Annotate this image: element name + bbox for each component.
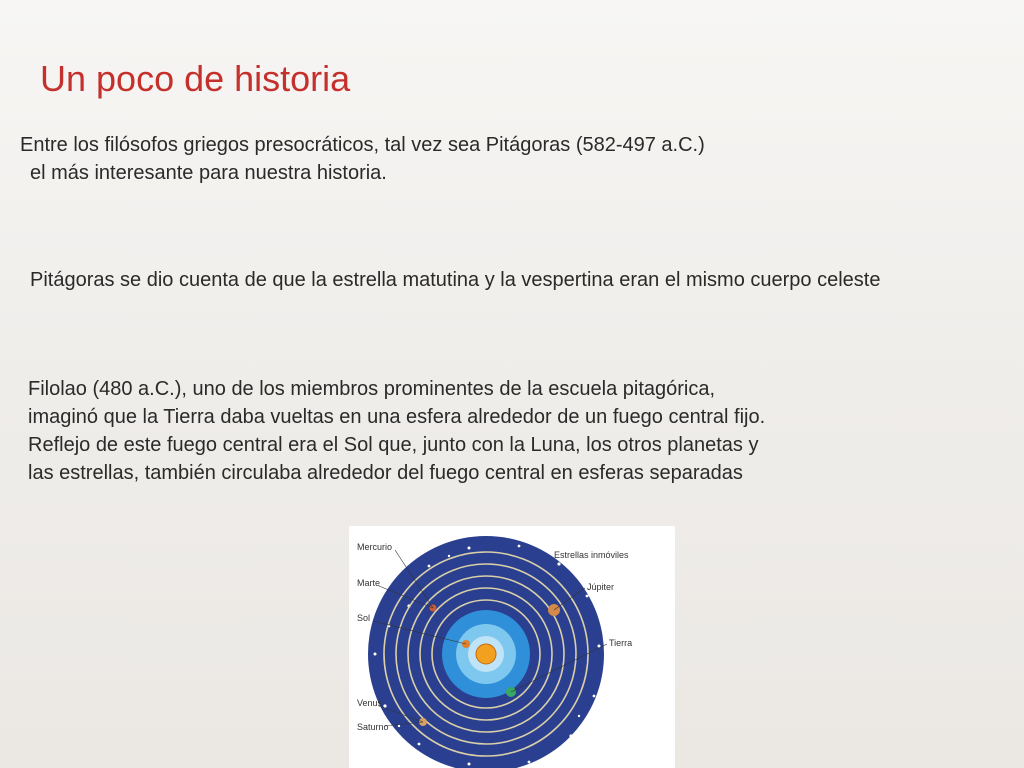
- paragraph-pitagoras-intro: [20, 131, 705, 187]
- filolao-cosmos-diagram: [349, 526, 675, 768]
- label-jupiter: Júpiter: [587, 582, 615, 592]
- label-mercurio: Mercurio: [357, 542, 393, 552]
- paragraph-filolao: [28, 375, 765, 487]
- label-venus: Venus: [357, 698, 383, 708]
- label-saturno: Saturno: [357, 722, 389, 732]
- central-fire: [476, 644, 496, 664]
- paragraph-line: imaginó que la Tierra daba vueltas en una esfera alrededor de un fuego central fijo.: [28, 406, 766, 428]
- label-sol: Sol: [357, 613, 371, 623]
- label-marte: Marte: [357, 578, 381, 588]
- paragraph-line: Filolao (480 a.C.), uno de los miembros prominentes de la escuela pitagórica,: [28, 378, 716, 400]
- paragraph-line: las estrellas, también circulaba alrededor del fuego central en esferas separadas: [28, 462, 743, 484]
- paragraph-estrella: Pitágoras se dio cuenta de que la estrella matutina y la vespertina eran el mismo cuerpo celeste: [30, 269, 881, 291]
- slide-title: Un poco de historia: [40, 58, 351, 99]
- paragraph-line: el más interesante para nuestra historia.: [30, 162, 387, 184]
- label-estrellas: Estrellas inmóviles: [554, 550, 629, 560]
- paragraph-line: Entre los filósofos griegos presocráticos, tal vez sea Pitágoras (582-497 a.C.): [20, 134, 705, 156]
- label-tierra: Tierra: [609, 638, 633, 648]
- paragraph-line: Reflejo de este fuego central era el Sol que, junto con la Luna, los otros planetas y: [28, 434, 759, 456]
